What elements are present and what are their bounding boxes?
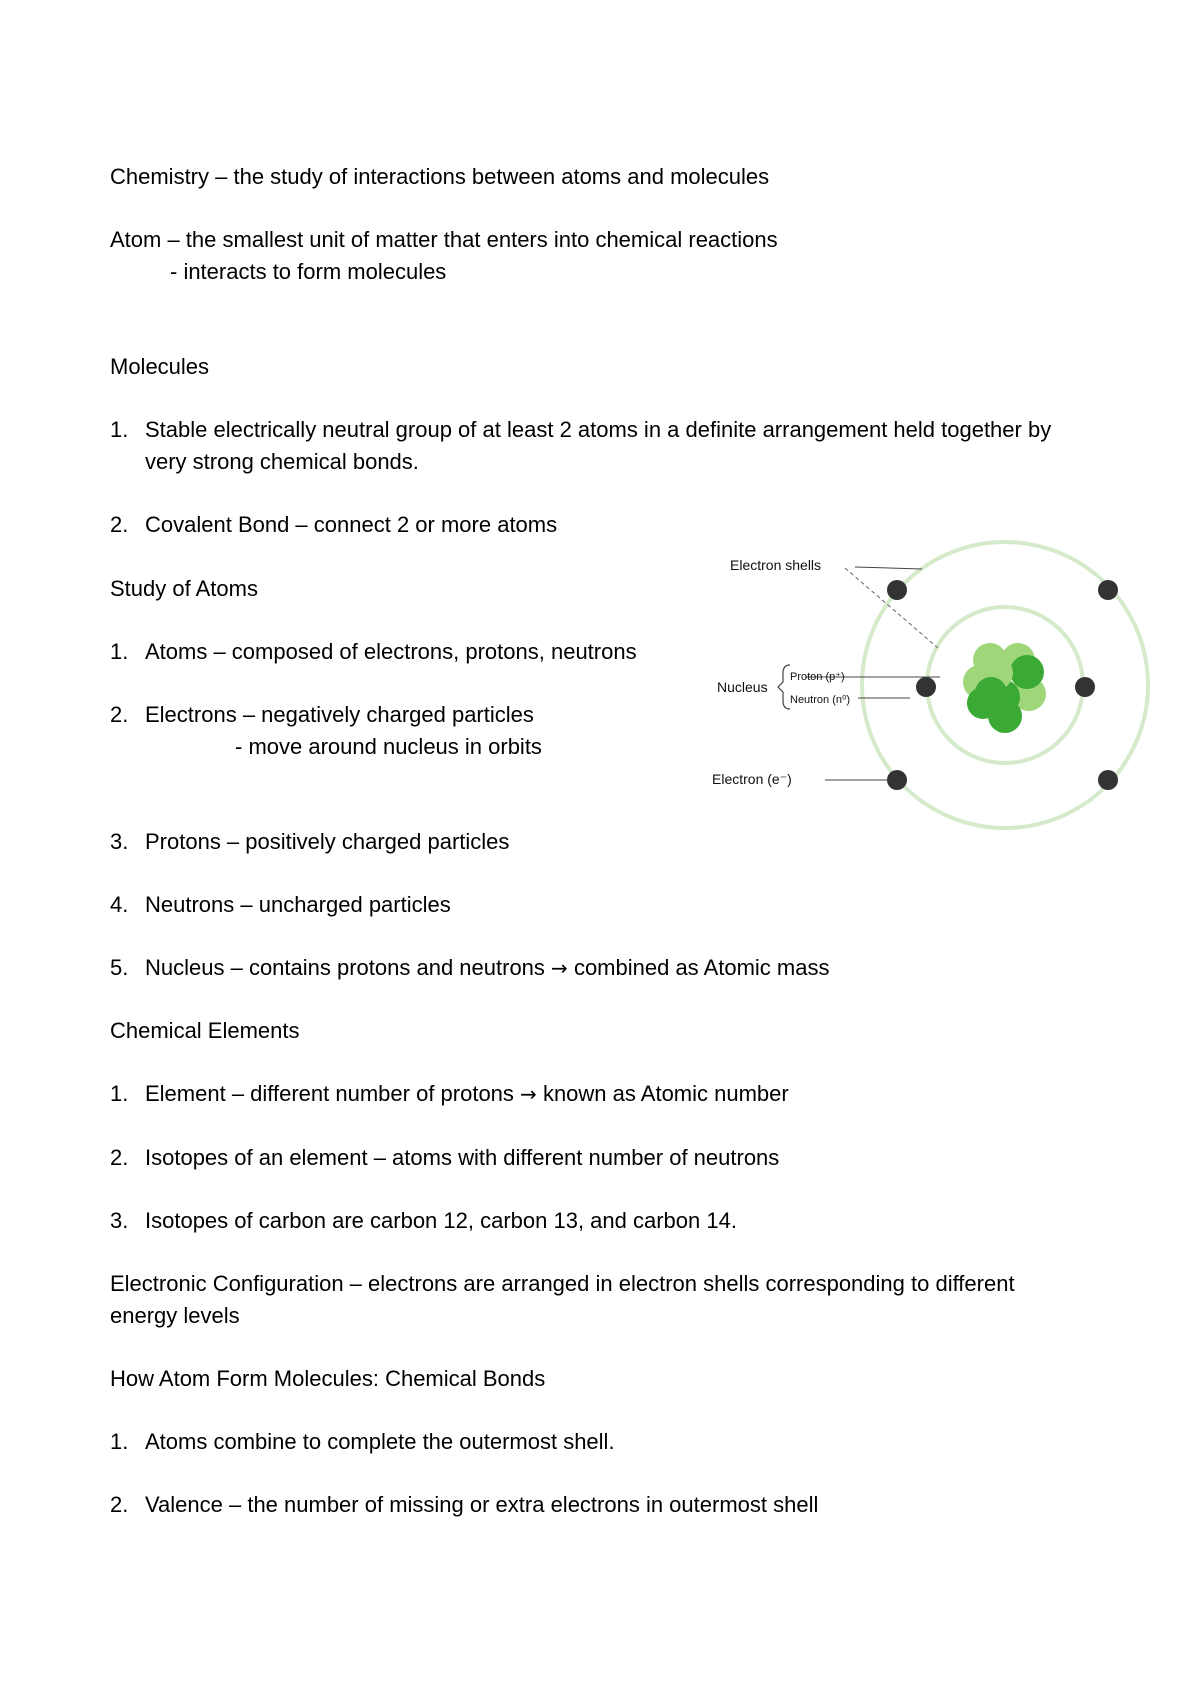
list-item-continuation: very strong chemical bonds. [145, 449, 419, 474]
nucleus-brace [778, 665, 790, 709]
list-item-text-after: combined as Atomic mass [573, 955, 830, 980]
label-nucleus: Nucleus [717, 679, 768, 695]
electron [887, 580, 907, 600]
label-electron-shells: Electron shells [730, 557, 822, 573]
list-number: 3. [110, 829, 129, 854]
list-item: Isotopes of an element – atoms with different number of neutrons [145, 1145, 780, 1170]
heading-molecules: Molecules [110, 354, 210, 379]
list-item: Atoms – composed of electrons, protons, neutrons [145, 639, 637, 664]
list-number: 1. [110, 1429, 129, 1454]
list-item-sub: - move around nucleus in orbits [235, 734, 542, 759]
list-item [145, 1081, 789, 1107]
electron [1098, 770, 1118, 790]
list-number: 2. [110, 512, 129, 537]
label-proton: Proton (p⁺) [790, 671, 845, 683]
label-electron: Electron (e⁻) [712, 771, 792, 787]
list-item: Protons – positively charged particles [145, 829, 510, 854]
definition-atom-sub: - interacts to form molecules [170, 259, 447, 284]
list-number: 1. [110, 639, 129, 664]
arrow-right-icon: → [551, 956, 568, 980]
nucleus [963, 643, 1046, 733]
definition-atom: Atom – the smallest unit of matter that enters into chemical reactions [110, 227, 778, 252]
list-item: Electrons – negatively charged particles [145, 702, 534, 727]
list-item: Covalent Bond – connect 2 or more atoms [145, 512, 558, 537]
heading-chemical-bonds: How Atom Form Molecules: Chemical Bonds [110, 1366, 546, 1391]
definition-electronic-configuration: Electronic Configuration – electrons are arranged in electron shells corresponding to different [110, 1271, 1015, 1296]
leader-line [855, 567, 922, 569]
list-number: 3. [110, 1208, 129, 1233]
list-item-text: Nucleus – contains protons and neutrons [145, 955, 545, 980]
list-number: 2. [110, 1145, 129, 1170]
electron [916, 677, 936, 697]
definition-chemistry: Chemistry – the study of interactions between atoms and molecules [110, 164, 770, 189]
electron [1098, 580, 1118, 600]
arrow-right-icon: → [520, 1082, 537, 1106]
proton [975, 677, 1007, 709]
list-item: Isotopes of carbon are carbon 12, carbon 13, and carbon 14. [145, 1208, 737, 1233]
list-item [145, 955, 829, 981]
list-number: 2. [110, 702, 129, 727]
list-number: 5. [110, 955, 129, 980]
list-number: 2. [110, 1492, 129, 1517]
label-neutron: Neutron (n⁰) [790, 694, 851, 706]
list-item-text-after: known as Atomic number [542, 1081, 789, 1106]
definition-electronic-configuration-continuation: energy levels [110, 1303, 240, 1328]
list-number: 1. [110, 1081, 129, 1106]
list-number: 4. [110, 892, 129, 917]
list-item: Valence – the number of missing or extra electrons in outermost shell [145, 1492, 819, 1517]
list-item: Stable electrically neutral group of at least 2 atoms in a definite arrangement held together by [145, 417, 1052, 442]
list-item-text: Element – different number of protons [145, 1081, 514, 1106]
list-number: 1. [110, 417, 129, 442]
heading-chemical-elements: Chemical Elements [110, 1018, 300, 1043]
electron [1075, 677, 1095, 697]
list-item: Atoms combine to complete the outermost shell. [145, 1429, 615, 1454]
proton [1010, 655, 1044, 689]
list-item: Neutrons – uncharged particles [145, 892, 451, 917]
atom-diagram [700, 530, 1150, 840]
heading-study-of-atoms: Study of Atoms [110, 576, 258, 601]
leader-line [845, 568, 938, 648]
